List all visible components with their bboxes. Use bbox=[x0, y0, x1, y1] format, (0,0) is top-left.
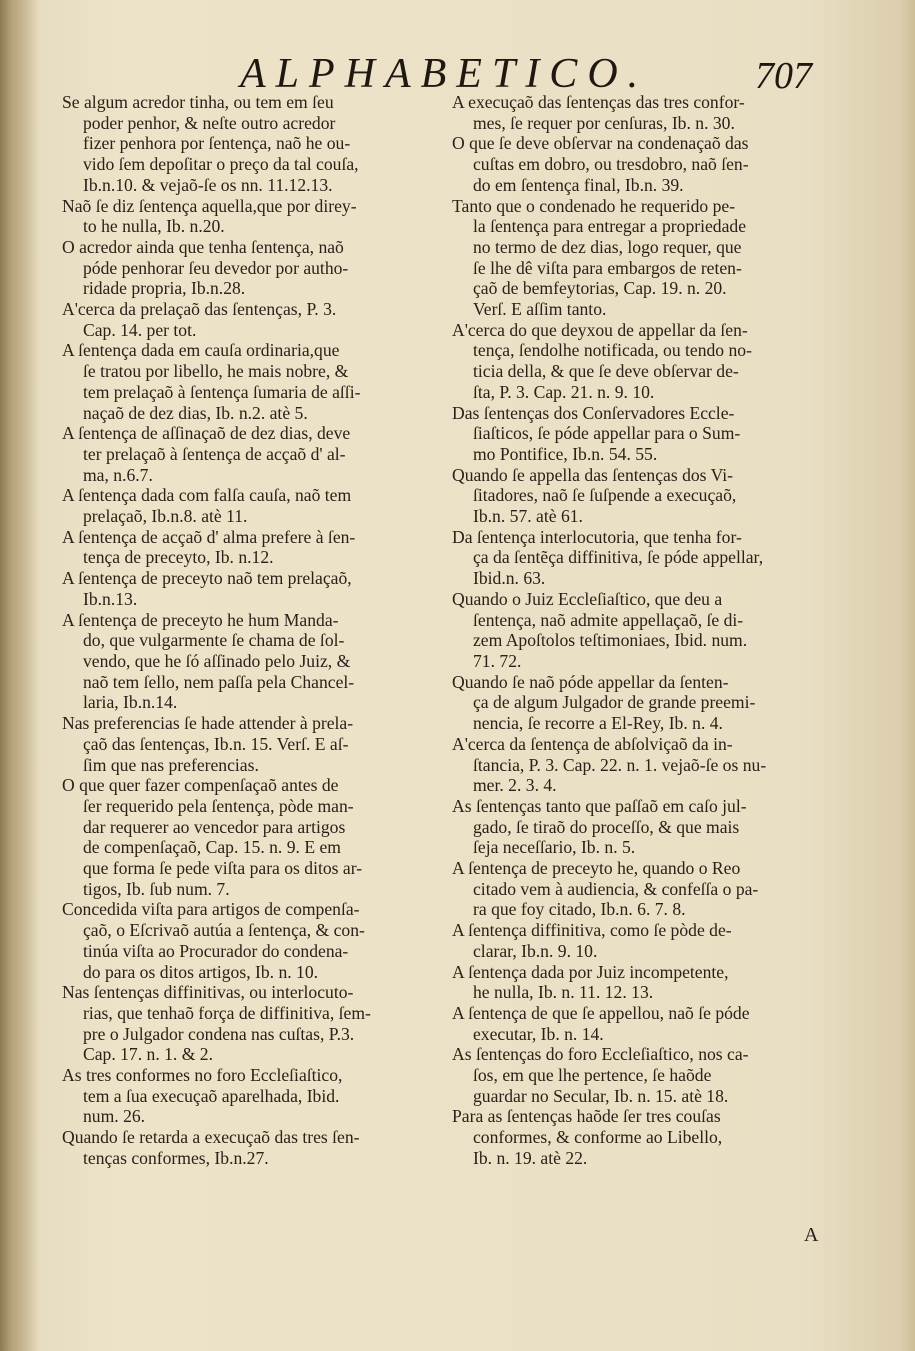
index-entry-line: ſer requerido pela ſentença, pòde man- bbox=[83, 795, 354, 816]
index-entry-line: ma, n.6.7. bbox=[83, 464, 153, 485]
index-entry-line: fizer penhora por ſentença, naõ he ou- bbox=[83, 133, 351, 154]
index-entry-line: Ib. n. 19. atè 22. bbox=[473, 1147, 588, 1168]
right-index-column bbox=[452, 92, 830, 1169]
index-entry-line: tigos, Ib. ſub num. 7. bbox=[83, 878, 230, 899]
index-entry-line: poder penhor, & neſte outro acredor bbox=[83, 112, 336, 133]
index-entry-line: mes, ſe requer por cenſuras, Ib. n. 30. bbox=[473, 112, 735, 133]
index-entry-line: Concedida viſta para artigos de compenſa- bbox=[62, 899, 360, 920]
index-entry-line: O que quer fazer compenſaçaõ antes de bbox=[62, 775, 339, 796]
index-entry-line: ſeja neceſſario, Ib. n. 5. bbox=[473, 837, 636, 858]
index-entry-line: tenças conformes, Ib.n.27. bbox=[83, 1147, 269, 1168]
index-entry-line: ſiaſticos, ſe póde appellar para o Sum- bbox=[473, 423, 741, 444]
index-entry-line: Ib.n.13. bbox=[83, 588, 138, 609]
index-entry-line: clarar, Ib.n. 9. 10. bbox=[473, 940, 598, 961]
index-entry-line: que forma ſe pede viſta para os ditos ar- bbox=[83, 858, 363, 879]
index-entry-line: A ſentença de que ſe appellou, naõ ſe póde bbox=[452, 1002, 750, 1023]
index-entry-line: Da ſentença interlocutoria, que tenha for- bbox=[452, 526, 742, 547]
index-entry-line: A'cerca do que deyxou de appellar da ſen- bbox=[452, 319, 748, 340]
catchword: A bbox=[804, 1224, 819, 1246]
index-entry-line: cuſtas em dobro, ou tresdobro, naõ ſen- bbox=[473, 154, 749, 175]
index-entry-line: guardar no Secular, Ib. n. 15. atè 18. bbox=[473, 1085, 729, 1106]
index-entry-line: citado vem à audiencia, & confeſſa o pa- bbox=[473, 878, 759, 899]
index-entry-line: naçaõ de dez dias, Ib. n.2. atè 5. bbox=[83, 402, 308, 423]
left-index-column bbox=[62, 92, 442, 1169]
index-entry-line: Das ſentenças dos Conſervadores Eccle- bbox=[452, 402, 735, 423]
index-entry-line: ra que foy citado, Ib.n. 6. 7. 8. bbox=[473, 899, 686, 920]
index-entry-line: ſtancia, P. 3. Cap. 22. n. 1. vejaõ-ſe os nu- bbox=[473, 754, 767, 775]
index-entry-line: ſitadores, naõ ſe ſuſpende a execuçaõ, bbox=[473, 485, 737, 506]
index-entry-line: tença de preceyto, Ib. n.12. bbox=[83, 547, 274, 568]
index-entry-line: Cap. 17. n. 1. & 2. bbox=[83, 1044, 213, 1065]
index-entry-line: ça de algum Julgador de grande preemi- bbox=[473, 692, 756, 713]
index-entry-line: la ſentença para entregar a propriedade bbox=[473, 216, 747, 237]
index-entry-line: A ſentença de acçaõ d' alma prefere à ſen- bbox=[62, 526, 356, 547]
index-entry-line: A execuçaõ das ſentenças das tres confor- bbox=[452, 92, 745, 112]
index-entry-line: pre o Julgador condena nas cuſtas, P.3. bbox=[83, 1023, 355, 1044]
index-entry-line: O que ſe deve obſervar na condenaçaõ das bbox=[452, 133, 749, 154]
index-entry-line: A ſentença de preceyto he hum Manda- bbox=[62, 609, 339, 630]
index-entry-line: tinúa viſta ao Procurador do condena- bbox=[83, 940, 349, 961]
index-entry-line: Quando o Juiz Eccleſiaſtico, que deu a bbox=[452, 588, 723, 609]
index-entry-line: laria, Ib.n.14. bbox=[83, 692, 178, 713]
page-header bbox=[0, 48, 915, 98]
index-entry-line: nencia, ſe recorre a El-Rey, Ib. n. 4. bbox=[473, 713, 723, 734]
index-entry-line: gado, ſe tiraõ do proceſſo, & que mais bbox=[473, 816, 740, 837]
index-entry-line: ſentença, naõ admite appellaçaõ, ſe di- bbox=[473, 609, 744, 630]
index-entry-line: ſe tratou por libello, he mais nobre, & bbox=[83, 361, 349, 382]
index-entry-line: dar requerer ao vencedor para artigos bbox=[83, 816, 346, 837]
index-entry-line: çaõ das ſentenças, Ib.n. 15. Verſ. E aſ- bbox=[83, 733, 349, 754]
index-entry-line: Quando ſe naõ póde appellar da ſenten- bbox=[452, 671, 729, 692]
index-entry-line: A'cerca da prelaçaõ das ſentenças, P. 3. bbox=[62, 299, 337, 320]
page-gutter-shadow bbox=[0, 0, 40, 1351]
index-entry-line: A ſentença dada por Juiz incompetente, bbox=[452, 961, 729, 982]
index-entry-line: zem Apoſtolos teſtimoniaes, Ibid. num. bbox=[473, 630, 748, 651]
index-entry-line: do em ſentença final, Ib.n. 39. bbox=[473, 174, 684, 195]
index-entry-line: O acredor ainda que tenha ſentença, naõ bbox=[62, 236, 344, 257]
index-entry-line: Ib.n. 57. atè 61. bbox=[473, 506, 583, 527]
index-entry-line: Quando ſe appella das ſentenças dos Vi- bbox=[452, 464, 734, 485]
index-entry-line: de compenſaçaõ, Cap. 15. n. 9. E em bbox=[83, 837, 341, 858]
index-entry-line: conformes, & conforme ao Libello, bbox=[473, 1127, 723, 1148]
index-entry-line: vido ſem depoſitar o preço da tal couſa, bbox=[83, 154, 359, 175]
index-entry-line: Cap. 14. per tot. bbox=[83, 319, 197, 340]
index-entry-line: no termo de dez dias, logo requer, que bbox=[473, 236, 742, 257]
index-entry-line: executar, Ib. n. 14. bbox=[473, 1023, 604, 1044]
index-entry-line: A'cerca da ſentença de abſolviçaõ da in- bbox=[452, 733, 733, 754]
index-entry-line: As ſentenças do foro Eccleſiaſtico, nos ca- bbox=[452, 1044, 749, 1065]
index-entry-line: Quando ſe retarda a execuçaõ das tres ſen- bbox=[62, 1127, 360, 1148]
index-entry-line: tença, ſendolhe notificada, ou tendo no- bbox=[473, 340, 752, 361]
index-entry-line: Ibid.n. 63. bbox=[473, 568, 546, 589]
index-entry-line: çaõ de bemfeytorias, Cap. 19. n. 20. bbox=[473, 278, 727, 299]
index-entry-line: naõ tem ſello, nem paſſa pela Chancel- bbox=[83, 671, 355, 692]
index-entry-line: ter prelaçaõ à ſentença de acçaõ d' al- bbox=[83, 443, 346, 464]
index-entry-line: mo Pontifice, Ib.n. 54. 55. bbox=[473, 443, 658, 464]
index-entry-line: prelaçaõ, Ib.n.8. atè 11. bbox=[83, 506, 248, 527]
index-entry-line: mer. 2. 3. 4. bbox=[473, 775, 557, 796]
running-title: ALPHABETICO. bbox=[240, 51, 649, 97]
index-entry-line: vendo, que he ſó aſſinado pelo Juiz, & bbox=[83, 650, 351, 671]
index-entry-line: A ſentença de aſſinaçaõ de dez dias, deve bbox=[62, 423, 351, 444]
page-number: 707 bbox=[755, 55, 812, 97]
index-entry-line: póde penhorar ſeu devedor por autho- bbox=[83, 257, 349, 278]
index-entry-line: Se algum acredor tinha, ou tem em ſeu bbox=[62, 92, 334, 112]
index-entry-line: do, que vulgarmente ſe chama de ſol- bbox=[83, 630, 345, 651]
index-entry-line: to he nulla, Ib. n.20. bbox=[83, 216, 225, 237]
index-entry-line: Nas ſentenças diffinitivas, ou interlocuto- bbox=[62, 982, 354, 1003]
index-entry-line: do para os ditos artigos, Ib. n. 10. bbox=[83, 961, 319, 982]
index-entry-line: rias, que tenhaõ força de diffinitiva, ſem- bbox=[83, 1002, 371, 1023]
index-entry-line: Para as ſentenças haõde ſer tres couſas bbox=[452, 1106, 721, 1127]
index-entry-line: 71. 72. bbox=[473, 650, 522, 671]
index-entry-line: A ſentença de preceyto naõ tem prelaçaõ, bbox=[62, 568, 352, 589]
index-entry-line: Ib.n.10. & vejaõ-ſe os nn. 11.12.13. bbox=[83, 174, 333, 195]
index-entry-line: ſta, P. 3. Cap. 21. n. 9. 10. bbox=[473, 381, 655, 402]
index-entry-line: A ſentença dada com falſa cauſa, naõ tem bbox=[62, 485, 352, 506]
index-entry-line: A ſentença dada em cauſa ordinaria,que bbox=[62, 340, 340, 361]
index-entry-line: tem prelaçaõ à ſentença ſumaria de aſſi- bbox=[83, 381, 361, 402]
index-entry-line: A ſentença diffinitiva, como ſe pòde de- bbox=[452, 920, 732, 941]
index-entry-line: ticia della, & que ſe deve obſervar de- bbox=[473, 361, 739, 382]
index-entry-line: As tres conformes no foro Eccleſiaſtico, bbox=[62, 1065, 343, 1086]
index-entry-line: ſe lhe dê viſta para embargos de reten- bbox=[473, 257, 742, 278]
index-entry-line: ſim que nas preferencias. bbox=[83, 754, 259, 775]
index-entry-line: he nulla, Ib. n. 11. 12. 13. bbox=[473, 982, 654, 1003]
index-entry-line: Naõ ſe diz ſentença aquella,que por direy- bbox=[62, 195, 357, 216]
index-entry-line: num. 26. bbox=[83, 1106, 146, 1127]
index-entry-line: Tanto que o condenado he requerido pe- bbox=[452, 195, 736, 216]
index-entry-line: A ſentença de preceyto he, quando o Reo bbox=[452, 858, 741, 879]
index-entry-line: As ſentenças tanto que paſſaõ em caſo jul- bbox=[452, 795, 747, 816]
index-entry-line: ça da ſentẽça diffinitiva, ſe póde appellar, bbox=[473, 547, 764, 568]
index-entry-line: çaõ, o Eſcrivaõ autúa a ſentença, & con- bbox=[83, 920, 365, 941]
index-entry-line: tem a ſua execuçaõ aparelhada, Ibid. bbox=[83, 1085, 340, 1106]
index-entry-line: Nas preferencias ſe hade attender à prela- bbox=[62, 713, 354, 734]
index-entry-line: ridade propria, Ib.n.28. bbox=[83, 278, 246, 299]
index-entry-line: Verſ. E aſſim tanto. bbox=[473, 299, 607, 320]
index-entry-line: ſos, em que lhe pertence, ſe haõde bbox=[473, 1065, 712, 1086]
